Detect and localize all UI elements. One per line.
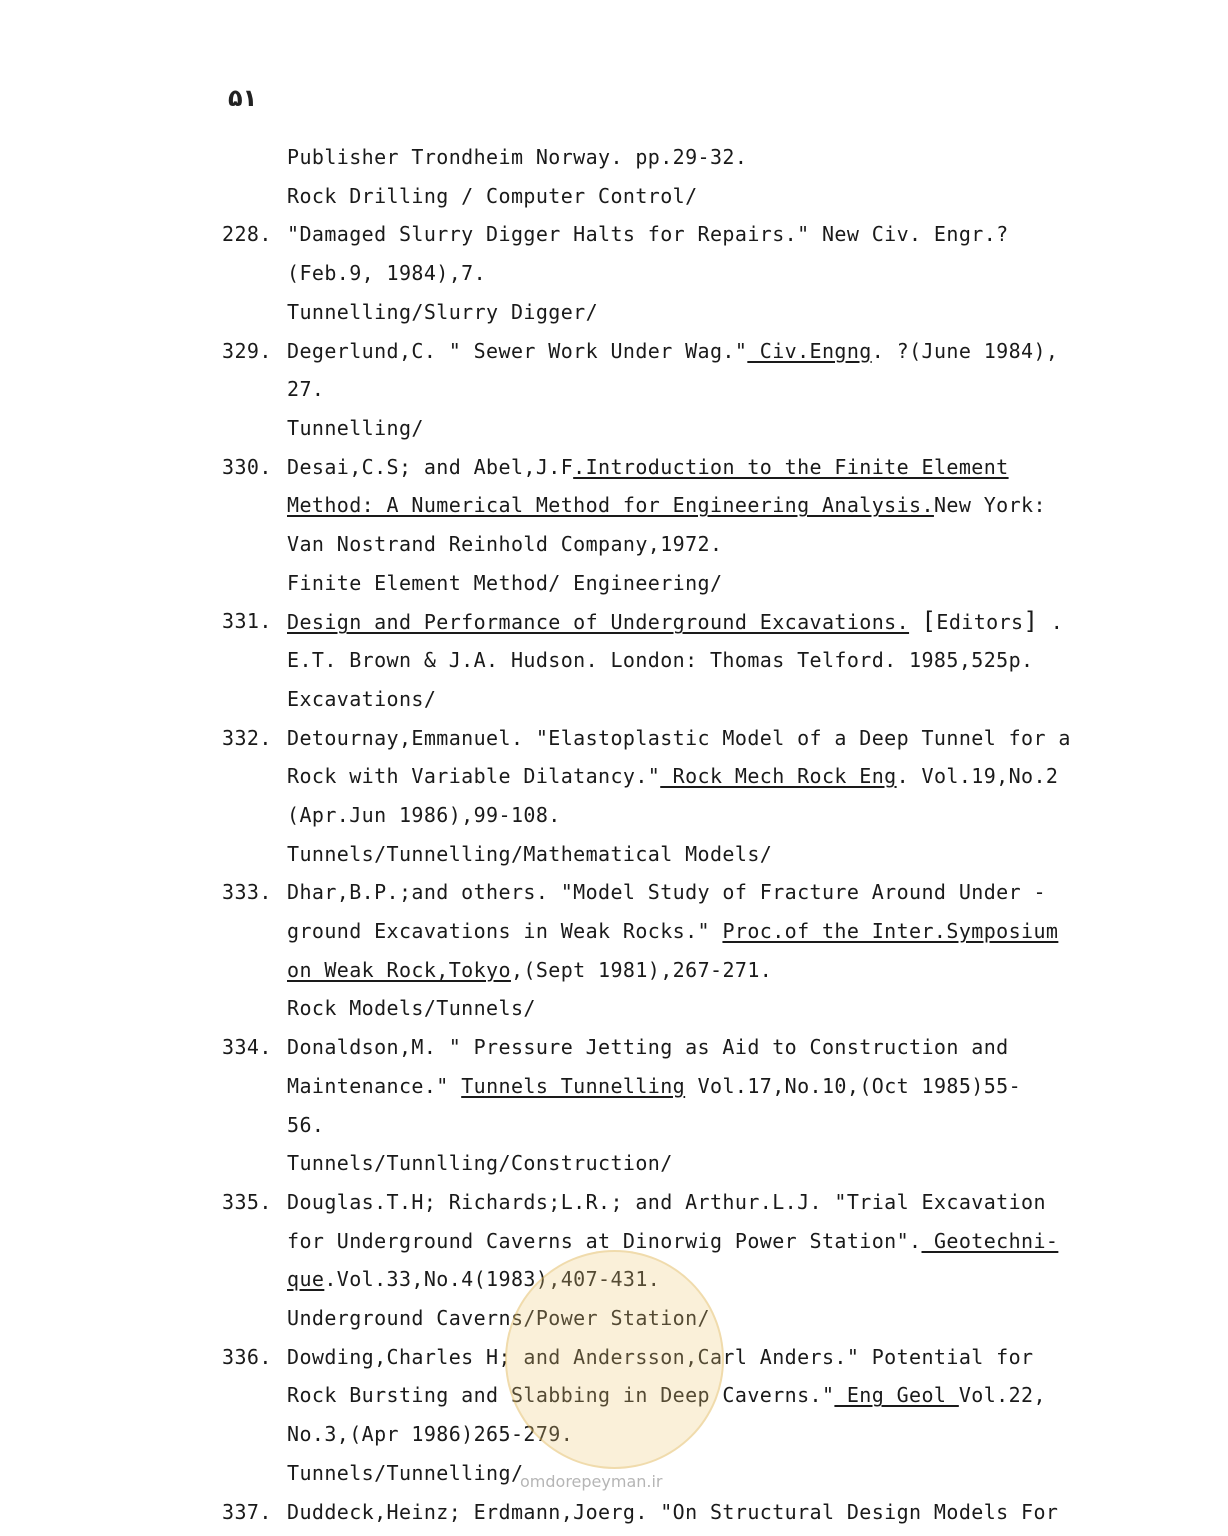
entry-line — [287, 1074, 1021, 1098]
entry-text: Tunnelling/ — [287, 415, 424, 440]
entry-text: . — [1038, 610, 1064, 635]
entry-number: 331. — [222, 609, 272, 634]
entry-text: 56. — [287, 1112, 325, 1137]
entry-text: Vol.17,No.10,(Oct 1985)55- — [685, 1073, 1022, 1098]
underlined-title: que — [287, 1267, 325, 1292]
entry-text: Degerlund,C. " Sewer Work Under Wag." — [287, 338, 748, 363]
entry-text — [909, 610, 921, 634]
entry-line — [287, 493, 1046, 517]
underlined-title: Tunnels Tunnelling — [461, 1073, 686, 1098]
entry-number: 334. — [222, 1035, 272, 1060]
underlined-title: Eng Geol — [834, 1383, 959, 1408]
entry-text: Rock Drilling / Computer Control/ — [287, 183, 698, 208]
entry-line — [287, 1500, 1058, 1524]
entry-line — [287, 764, 1058, 788]
entry-number: 332. — [222, 725, 272, 750]
entry-text: Donaldson,M. " Pressure Jetting as Aid to Construction and — [287, 1035, 1009, 1060]
entry-text: Detournay,Emmanuel. "Elastoplastic Model of a Deep Tunnel for a — [287, 725, 1071, 750]
underlined-title: Geotechni- — [921, 1228, 1059, 1253]
entry-text: Rock with Variable Dilatancy." — [287, 764, 661, 789]
entry-text: ,(Sept 1981),267-271. — [510, 957, 773, 982]
entry-text: Dowding,Charles H; and Andersson,Carl Anders." Potential for — [287, 1344, 1034, 1369]
entry-line — [287, 377, 324, 401]
entry-text: Excavations/ — [287, 686, 437, 711]
entry-text: Vol.22, — [958, 1383, 1046, 1408]
entry-line — [287, 532, 722, 556]
entry-line — [287, 996, 536, 1020]
entry-line — [287, 416, 424, 440]
entry-text: . Vol.19,No.2 — [896, 764, 1059, 789]
entry-text: Editors — [936, 610, 1024, 635]
entry-line — [287, 803, 561, 827]
entry-text: Duddeck,Heinz; Erdmann,Joerg. "On Structural Design Models For — [287, 1499, 1059, 1524]
entry-number: 333. — [222, 880, 272, 905]
entry-text: Underground Caverns/Power Station/ — [287, 1306, 710, 1330]
entry-line — [287, 687, 436, 711]
entry-text: for Underground Caverns at Dinorwig Power Station". — [287, 1228, 922, 1253]
underlined-title: Proc.of the Inter.Symposium — [722, 919, 1059, 943]
entry-line — [287, 609, 1063, 634]
underlined-title: .Introduction to the Finite Element — [573, 454, 1009, 479]
entry-line — [287, 1113, 324, 1137]
entry-text: 27. — [287, 377, 325, 402]
page-number: ۵۱ — [228, 84, 258, 112]
entry-number: 337. — [222, 1499, 272, 1524]
underlined-title: Civ.Engng — [747, 338, 872, 363]
entry-number: 330. — [222, 454, 272, 479]
entry-line — [287, 880, 1046, 904]
entry-line — [287, 1229, 1058, 1253]
entry-text: Rock Models/Tunnels/ — [287, 996, 536, 1021]
entry-line — [287, 455, 1009, 479]
entry-text: ] — [1023, 607, 1039, 636]
entry-text: Tunnels/Tunnelling/Mathematical Models/ — [287, 841, 773, 866]
entry-line — [287, 571, 722, 595]
entry-text: Tunnels/Tunnlling/Construction/ — [287, 1151, 673, 1176]
entry-text: (Apr.Jun 1986),99-108. — [287, 802, 561, 827]
entry-line — [287, 184, 698, 208]
entry-text: Publisher Trondheim Norway. pp.29-32. — [287, 145, 748, 169]
entry-text: New York: — [933, 493, 1046, 518]
entry-line — [287, 1190, 1046, 1214]
underlined-title: Method: A Numerical Method for Engineering Analysis. — [287, 493, 934, 518]
entry-text: Douglas.T.H; Richards;L.R.; and Arthur.L.J. "Trial Excavation — [287, 1189, 1046, 1214]
entry-text: Maintenance." — [287, 1073, 462, 1098]
watermark-seal-icon — [505, 1250, 724, 1469]
entry-text: "Damaged Slurry Digger Halts for Repairs." New Civ. Engr.? — [287, 222, 1009, 247]
entry-text: No.3,(Apr 1986)265-279. — [287, 1422, 574, 1447]
entry-text: Tunnels/Tunnelling/ — [287, 1460, 524, 1485]
entry-text: [ — [921, 607, 937, 636]
entry-line — [287, 1461, 523, 1485]
entry-text: Finite Element Method/ Engineering/ — [287, 570, 723, 595]
entry-text: .Vol.33,No.4(1983),407-431. — [324, 1267, 661, 1292]
entry-line — [287, 339, 1058, 363]
entry-line — [287, 145, 747, 169]
entry-text: (Feb.9, 1984),7. — [287, 261, 487, 286]
entry-number: 336. — [222, 1344, 272, 1369]
entry-line — [287, 1035, 1009, 1059]
entry-text: ground Excavations in Weak Rocks." — [287, 919, 723, 943]
entry-line — [287, 261, 486, 285]
entry-number: 335. — [222, 1189, 272, 1214]
entry-line — [287, 726, 1071, 750]
entry-line — [287, 648, 1033, 672]
underlined-title: Rock Mech Rock Eng — [660, 764, 897, 789]
entry-line — [287, 919, 1058, 943]
underlined-title: Design and Performance of Underground Excavations. — [287, 610, 910, 635]
entry-number: 329. — [222, 338, 272, 363]
entry-number: 228. — [222, 222, 272, 247]
entry-text: Rock Bursting and Slabbing in Deep Caverns." — [287, 1383, 835, 1408]
entry-line — [287, 222, 1009, 246]
entry-line — [287, 842, 772, 866]
entry-text: Dhar,B.P.;and others. "Model Study of Fracture Around Under - — [287, 880, 1046, 905]
entry-text: Van Nostrand Reinhold Company,1972. — [287, 532, 723, 556]
entry-text: E.T. Brown & J.A. Hudson. London: Thomas Telford. 1985,525p. — [287, 648, 1034, 673]
entry-text: . ?(June 1984), — [871, 338, 1059, 363]
entry-text: Desai,C.S; and Abel,J.F — [287, 454, 574, 479]
entry-line — [287, 1151, 673, 1175]
underlined-title: on Weak Rock,Tokyo — [287, 957, 511, 982]
watermark-text: omdorepeyman.ir — [520, 1472, 663, 1491]
entry-line — [287, 958, 772, 982]
entry-text: Tunnelling/Slurry Digger/ — [287, 299, 599, 324]
entry-line — [287, 300, 598, 324]
